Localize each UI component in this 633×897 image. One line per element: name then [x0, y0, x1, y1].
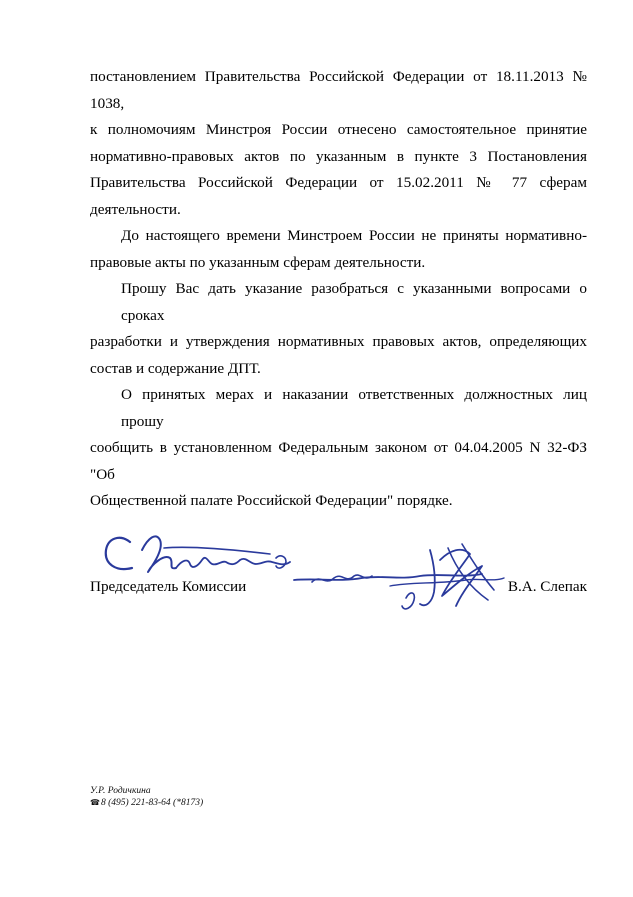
executor-phone-row: [90, 797, 203, 809]
text-line: О принятых мерах и наказании ответственных должностных лиц прошу: [121, 386, 587, 430]
signature-strokes: [106, 536, 504, 609]
text-line: нормативно-правовых актов по указанным в пункте 3 Постановления: [90, 147, 587, 165]
paragraph: [90, 276, 587, 382]
text-line: Прошу Вас дать указание разобраться с указанными вопросами о сроках: [121, 280, 587, 324]
text-line: сообщить в установленном Федеральным законом от 04.04.2005 N 32-ФЗ "Об: [90, 439, 587, 483]
signatory-name: В.А. Слепак: [507, 578, 587, 595]
text-line: постановлением Правительства Российской Федерации от 18.11.2013 № 1038,: [90, 68, 587, 112]
text-line: До настоящего времени Минстроем России не приняты нормативно-: [121, 227, 587, 244]
executor-name: У.Р. Родичкина: [90, 786, 151, 796]
handwritten-signature: [90, 520, 590, 630]
paragraph: [90, 382, 587, 515]
phone-icon: ☎: [90, 798, 100, 807]
text-line: деятельности.: [90, 200, 181, 218]
letter-body: [90, 64, 587, 515]
text-line: состав и содержание ДПТ.: [90, 359, 261, 377]
text-line: разработки и утверждения нормативных правовых актов, определяющих: [90, 333, 587, 350]
text-line: Правительства Российской Федерации от 15.02.2011 № 77 сферам: [90, 174, 587, 191]
text-line: к полномочиям Минстроя России отнесено самостоятельное принятие: [90, 121, 587, 138]
executor-contact: [90, 786, 203, 809]
signature-block: [90, 520, 590, 630]
paragraph: [90, 64, 587, 223]
text-line: правовые акты по указанным сферам деятельности.: [90, 253, 426, 271]
text-line: Общественной палате Российской Федерации" порядке.: [90, 492, 453, 509]
paragraph: [90, 223, 587, 276]
signatory-title: Председатель Комиссии: [90, 578, 247, 595]
executor-phone: 8 (495) 221-83-64 (*8173): [101, 798, 204, 808]
